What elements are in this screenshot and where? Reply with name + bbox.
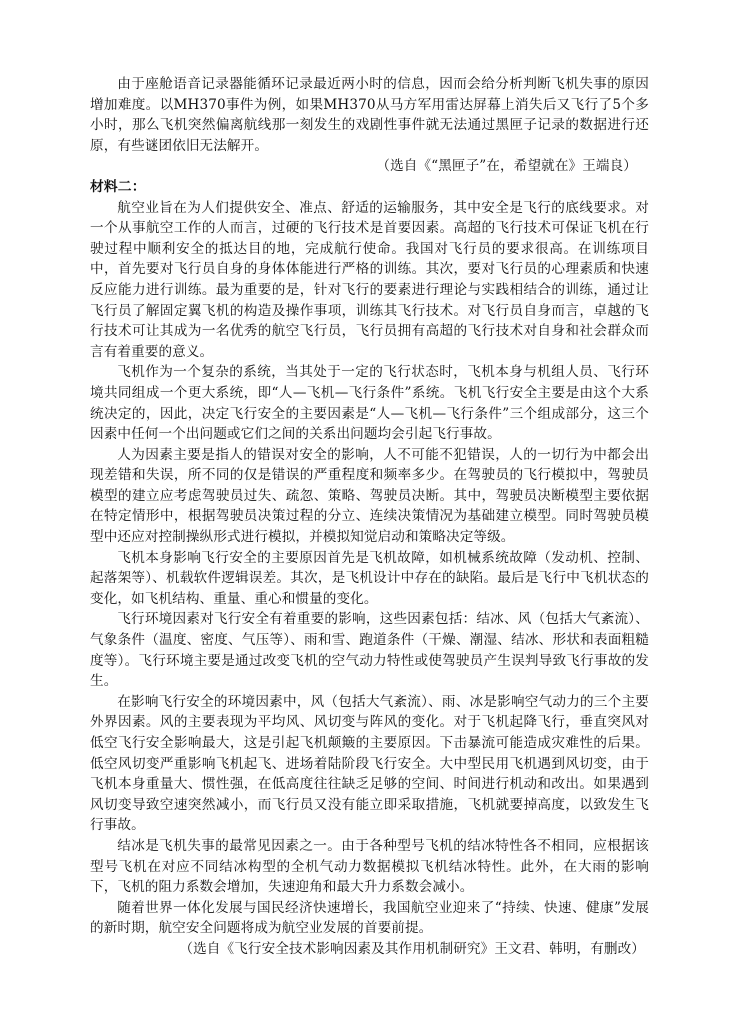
paragraph-conclusion: 随着世界一体化发展与国民经济快速增长，我国航空业迎来了“持续、快速、健康”发展的新时期，航空安全问题将成为航空业发展的首要前提。 xyxy=(90,899,649,937)
source-citation-1: （选自《“黑匣子”在，希望就在》王端良） xyxy=(376,158,637,175)
source-citation-2: （选自《飞行安全技术影响因素及其作用机制研究》王文君、韩明，有删改） xyxy=(179,940,645,957)
paragraph-black-box-intro: 由于座舱语音记录器能循环记录最近两小时的信息，因而会给分析判断飞机失事的原因增加难度。以MH370事件为例，如果MH370从马方军用雷达屏幕上消失后又飞行了5个多小时，那么飞机突然偏离航线那一刻发生的戏剧性事件就无法通过黑匣子记录的数据进行还原，有些谜团依旧无法解开。 xyxy=(90,76,649,154)
paragraph-wind-rain-ice: 在影响飞行安全的环境因素中，风（包括大气紊流）、雨、冰是影响空气动力的三个主要外界因素。风的主要表现为平均风、风切变与阵风的变化。对于飞机起降飞行，垂直突风对低空飞行安全影响最大，这是引起飞机颠簸的主要原因。下击暴流可能造成灾难性的后果。低空风切变严重影响飞机起飞、进场着陆阶段飞行安全。大中型民用飞机遇到风切变，由于飞机本身重量大、惯性强，在低高度往往缺乏足够的空间、时间进行机动和改出。如果遇到风切变导致空速突然减小，而飞行员又没有能立即采取措施，飞机就要掉高度，以致发生飞行事故。 xyxy=(90,693,649,834)
paragraph-aircraft-factors: 飞机本身影响飞行安全的主要原因首先是飞机故障，如机械系统故障（发动机、控制、起落架等）、机载软件逻辑误差。其次，是飞机设计中存在的缺陷。最后是飞行中飞机状态的变化，如飞机结构、重量、重心和惯量的变化。 xyxy=(90,549,649,607)
paragraph-human-factors: 人为因素主要是指人的错误对安全的影响，人不可能不犯错误，人的一切行为中都会出现差错和失误，所不同的仅是错误的严重程度和频率多少。在驾驶员的飞行模拟中，驾驶员模型的建立应考虑驾驶员过失、疏忽、策略、驾驶员决断。其中，驾驶员决断模型主要依据在特定情形中，根据驾驶员决策过程的分立、连续决策情况为基础建立模型。同时驾驶员模型中还应对控制操纵形式进行模拟，并模拟知觉启动和策略决定等级。 xyxy=(90,446,649,546)
paragraph-pilot-skill: 航空业旨在为人们提供安全、准点、舒适的运输服务，其中安全是飞行的底线要求。对一个从事航空工作的人而言，过硬的飞行技术是首要因素。高超的飞行技术可保证飞机在行驶过程中顺利安全的抵达目的地，完成航行使命。我国对飞行员的要求很高。在训练项目中，首先要对飞行员自身的身体体能进行严格的训练。其次，要对飞行员的心理素质和快速反应能力进行训练。最为重要的是，针对飞行的要素进行理论与实践相结合的训练，通过让飞行员了解固定翼飞机的构造及操作事项，训练其飞行技术。对飞行员自身而言，卓越的飞行技术可让其成为一名优秀的航空飞行员，飞行员拥有高超的飞行技术对自身和社会群众而言有着重要的意义。 xyxy=(90,199,649,360)
paragraph-system: 飞机作为一个复杂的系统，当其处于一定的飞行状态时，飞机本身与机组人员、飞行环境共同组成一个更大系统，即“人—飞机—飞行条件”系统。飞机飞行安全主要是由这个大系统决定的，因此，决定飞行安全的主要因素是“人—飞机—飞行条件”三个组成部分，这三个因素中任何一个出问题或它们之间的关系出问题均会引起飞行事故。 xyxy=(90,364,649,443)
paragraph-environment-factors: 飞行环境因素对飞行安全有着重要的影响，这些因素包括：结冰、风（包括大气紊流）、气象条件（温度、密度、气压等）、雨和雪、跑道条件（干燥、潮湿、结冰、形状和表面粗糙度等）。飞行环境主要是通过改变飞机的空气动力特性或使驾驶员产生误判导致飞行事故的发生。 xyxy=(90,611,649,690)
section-heading-material-2: 材料二： xyxy=(90,178,146,195)
paragraph-icing: 结冰是飞机失事的最常见因素之一。由于各种型号飞机的结冰特性各不相同，应根据该型号飞机在对应不同结冰构型的全机气动力数据模拟飞机结冰特性。此外，在大雨的影响下，飞机的阻力系数会增加，失速迎角和最大升力系数会减小。 xyxy=(90,837,649,896)
